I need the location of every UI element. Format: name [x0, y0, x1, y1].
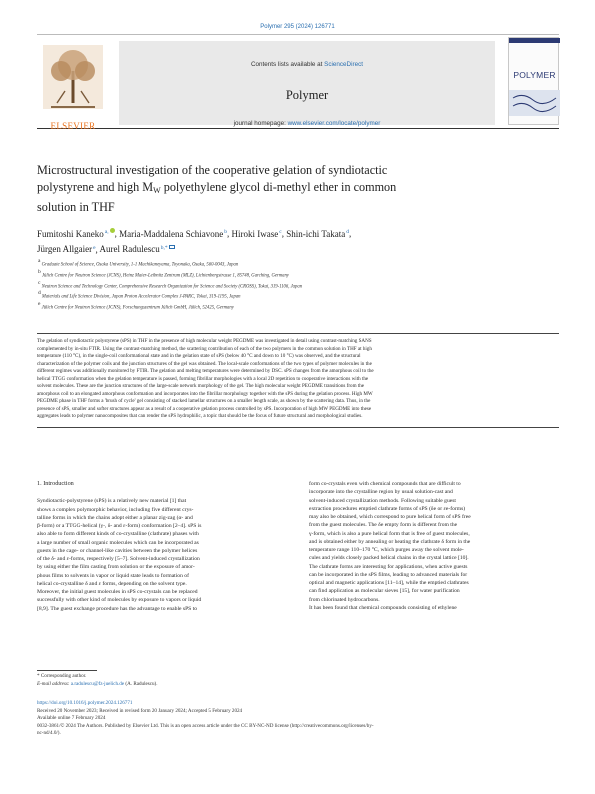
abstract-line: aggregates leads to polymer nanocomposites that can render the sPS hydrophilic, a topic that should be the focus of future structural and morphological studies.	[37, 413, 363, 420]
footnote-rule	[37, 670, 97, 671]
body-text-line: from chlorinated hydrocarbons.	[309, 596, 380, 603]
abstract-line: presence of sPS, smaller and softer structures appear as a result of a cooperative gelation process controlled by sPS. Incorporation of high MW PEGDME into these	[37, 405, 372, 412]
author-name-text: Fumitoshi Kaneko	[37, 228, 104, 239]
affiliation-item	[37, 258, 557, 269]
body-text-line: talline forms in which the chains adopt either a planar zig-zag (α- and	[37, 514, 193, 521]
license-line-2: nc-nd/4.0/).	[37, 730, 61, 736]
author-name-text: Maria-Maddalena Schiavone	[119, 228, 224, 239]
author-line-2: Jürgen Allgaier$^e$, Aurel Radulescu$^{b,*}$	[37, 241, 557, 257]
journal-banner	[119, 41, 495, 125]
body-text-line: helical co-crystalline δ and ε forms, depending on the solvent type.	[37, 580, 187, 587]
abstract-line: different regimes was additionally monitored by FTIR. The gelation and melting temperatures were determined by DSC. sPS changes from the amorphous coil to the	[37, 368, 374, 375]
affiliation-item	[37, 301, 557, 312]
affiliation-mark: c	[38, 279, 41, 286]
publisher-name: ELSEVIER	[50, 121, 96, 131]
affiliation-text: Jülich Centre for Neutron Science (JCNS), Heinz Maier-Leibnitz Zentrum (MLZ), Lichtenbergstrasse 1, 85748, Garching, Germany	[41, 273, 289, 279]
abstract-line: PEGDME phase in THF forms a 'brush of cycle' gel consisting of stacked lamellar structures on a smaller length scale, as shown by the scattering data. Thus, in the	[37, 398, 371, 405]
abstract-top-rule	[37, 333, 559, 334]
abstract-bottom-rule	[37, 427, 559, 428]
abstract-line: complemented by in-situ FTIR. Using the contrast-matching method, the scattering contribution of each of the two polymers in the common solution in THF at high	[37, 345, 372, 352]
author-name[interactable]	[232, 229, 282, 239]
section-heading: 1. Introduction	[37, 480, 74, 487]
journal-masthead	[37, 34, 559, 129]
author-name-text: Shin-ichi Takata	[286, 228, 346, 239]
body-text-line: guests in the cage- or channel-like cavities between the polymer helices	[37, 547, 198, 554]
body-text-line: Syndiotactic-polystyrene (sPS) is a relatively new material [1] that	[37, 498, 187, 505]
body-text-line: may also be obtained, which correspond to pure helical form of sPS free	[309, 514, 471, 520]
author-name-text: Hiroki Iwase	[231, 228, 279, 239]
author-list	[37, 225, 557, 256]
journal-reference[interactable]: Polymer 295 (2024) 126771	[260, 24, 335, 30]
author-line-1: Fumitoshi Kaneko$^{a,}$ , Maria-Maddalena Schiavone$^b$, Hiroki Iwase$^c$, Shin-ichi Takata$^d$,	[37, 228, 352, 239]
body-text-line: γ-form, which is also a pure helical form that is free of guest molecules,	[309, 530, 470, 537]
email-link[interactable]: a.radulescu@fz-juelich.de	[70, 680, 125, 687]
contents-availability	[119, 61, 495, 68]
orcid-icon[interactable]	[110, 228, 115, 233]
body-text-line: can be incorporated in the sPS films, leading to advanced materials for	[309, 571, 468, 578]
affiliation-text: Neutron Science and Technology Center, Comprehensive Research Organization for Science and Society (CROSS), Tokai, 319-1106, Japan	[41, 284, 303, 290]
affiliation-item	[37, 290, 557, 301]
sciencedirect-link[interactable]: ScienceDirect	[324, 61, 363, 68]
author-affiliation-mark[interactable]: e	[93, 244, 96, 251]
author-name[interactable]	[286, 229, 349, 239]
body-text-line: optical and magnetic applications [11–14], while the emptied clathrates	[309, 580, 469, 586]
email-suffix: (A. Radulescu).	[124, 680, 158, 687]
body-text-line: by using either the film casting from solution or the exposure of amor-	[37, 564, 195, 571]
body-text-line: phous films to solvents in vapor or liquid state leads to formation of	[37, 572, 189, 579]
homepage-link[interactable]: www.elsevier.com/locate/polymer	[287, 120, 381, 127]
body-text-line: Moreover, the initial guest molecules in sPS co-crystals can be replaced	[37, 589, 198, 595]
title-line-2-start: polystyrene and high M	[37, 180, 154, 194]
author-affiliation-mark[interactable]: b	[224, 229, 228, 235]
author-name-text: Jürgen Allgaier	[37, 244, 93, 254]
affiliation-list	[37, 258, 557, 312]
title-line-3: solution in THF	[37, 200, 115, 214]
intro-left-column	[37, 480, 286, 613]
contents-prefix: Contents lists available at	[250, 61, 325, 68]
author-name[interactable]	[37, 229, 115, 239]
author-name[interactable]	[119, 229, 227, 239]
homepage-prefix: journal homepage:	[233, 120, 288, 127]
body-text-line: also able to form different kinds of co-crystalline (clathrate) phases with	[37, 531, 199, 538]
affiliation-text: Jülich Centre for Neutron Science (JCNS), Forschungszentrum Jülich GmbH, Jülich, 52425, Germany	[41, 305, 234, 311]
footnotes	[37, 673, 297, 688]
email-label: E-mail address:	[37, 680, 71, 687]
body-text-line: successfully with other kind of molecules by exposure to vapors or liquid	[37, 597, 202, 604]
journal-name: Polymer	[285, 88, 329, 102]
abstract-line: amorphous coil to an elongated amorphous conformation and incorporates into the fibrillar morphology together with the sPS during the gelation process. High MW	[37, 390, 373, 397]
available-online: Available online 7 February 2024	[37, 715, 106, 721]
received-dates: Received 20 November 2023; Received in revised form 20 January 2024; Accepted 5 February 2024	[37, 707, 243, 714]
body-text-line: a large number of small organic molecules which can be incorporated as	[37, 539, 199, 546]
body-text-line: and is obtained either by annealing or heating the clathrate δ form in the	[309, 538, 471, 545]
body-text-line: shows a complex polymorphic behavior, including five different crys-	[37, 506, 194, 513]
article-history	[37, 700, 559, 738]
affiliation-item	[37, 269, 557, 280]
body-text-line: The clathrate forms are interesting for applications, when active guests	[309, 563, 468, 570]
affiliation-text: Graduate School of Science, Osaka University, 1-1 Machikaneyama, Toyonaka, Osaka, 560-0043, Japan	[41, 262, 239, 268]
abstract-line: The gelation of syndiotactic polystyrene (sPS) in THF in the presence of high molecular weight PEGDME was investigated in detail using contrast-matching SANS	[37, 338, 372, 344]
affiliation-mark: a	[38, 258, 41, 264]
affiliation-text: Materials and Life Science Division, Japan Proton Accelerator Complex J-PARC, Tokai, 319-1195, Japan	[41, 294, 241, 300]
body-text-line: [8,9]. The guest exchange procedure has the advantage to enable sPS to	[37, 605, 198, 612]
journal-homepage	[119, 120, 495, 127]
body-text-line: β-form) or a TTGG-helical (γ-, δ- and ε-form) conformation [2–4]. sPS is	[37, 523, 202, 529]
abstract-body	[37, 338, 559, 421]
license-line-1: 0032-3861/© 2024 The Authors. Published by Elsevier Ltd. This is an open access article under the CC BY-NC-ND license (http://creativecommons.org/licenses/by-	[37, 722, 374, 729]
cover-title: POLYMER	[513, 70, 556, 80]
body-text-line: from the guest molecules. The δe empty form is different from the	[309, 522, 458, 529]
author-name[interactable]	[100, 244, 175, 254]
body-text-line: extraction procedures emptied clathrate forms of sPS (δe or εe-forms)	[309, 505, 466, 512]
email-note	[37, 681, 297, 689]
author-affiliation-mark[interactable]: a,	[104, 229, 109, 235]
author-affiliation-mark[interactable]: d	[346, 229, 349, 235]
cover-band-graphic	[509, 38, 560, 126]
doi-link[interactable]: https://doi.org/10.1016/j.polymer.2024.126771	[37, 700, 133, 706]
abstract-line: temperature (110 °C), in the single-coil conformational state and in the gelation state of sPS (below 40 °C and down to 10 °C) was observed, and the structural	[37, 353, 361, 360]
elsevier-tree-logo	[37, 41, 109, 123]
author-name[interactable]	[37, 244, 96, 254]
affiliation-item	[37, 280, 557, 291]
body-text-line: incorporate into the crystalline region by usual solution-cast and	[309, 489, 453, 496]
body-text-line: form co-crystals even with chemical compounds that are difficult to	[309, 481, 461, 487]
intro-right-column	[309, 480, 558, 612]
corresponding-author-note: * Corresponding author.	[37, 673, 87, 679]
author-affiliation-mark[interactable]: c	[279, 229, 282, 235]
author-name-text: Aurel Radulescu	[99, 244, 160, 254]
mail-icon[interactable]	[169, 245, 175, 249]
affiliation-mark: b	[38, 268, 41, 275]
title-line-2-end: polyethylene glycol di-methyl ether in common	[160, 180, 397, 194]
article-title	[37, 162, 477, 216]
body-text-line: cules and yields closely packed helical chains in the crystal lattice [10].	[309, 555, 469, 562]
body-text-line: can find application as molecular sieves [15], for water purification	[309, 588, 460, 595]
body-text-line: temperature range 110–170 °C, which purges away the solvent mole-	[309, 547, 464, 553]
affiliation-mark: e	[38, 301, 41, 308]
abstract-line: helical TTGG conformation when the gelation temperature is passed, forming fibrillar morphologies with a local 2D repetition to cooperative interactions with the	[37, 375, 369, 382]
body-text-line: solvent-induced crystallization methods. Following suitable guest	[309, 497, 456, 504]
affiliation-mark: d	[38, 290, 41, 297]
title-subscript: W	[153, 186, 161, 195]
abstract-line: characterization of the polymer coils and the junction structures of the gel was obtained. The local-scale conformations of the two types of polymer molecules in the	[37, 360, 372, 367]
journal-cover-thumbnail	[508, 37, 559, 125]
title-line-2	[37, 179, 477, 199]
title-line-1: Microstructural investigation of the cooperative gelation of syndiotactic	[37, 163, 388, 177]
author-affiliation-mark[interactable]: b,*	[160, 244, 168, 251]
body-text-line: of the δ- and ε-forms, respectively [5–7]. Solvent-induced crystallization	[37, 556, 200, 562]
body-text-line: It has been found that chemical compounds consisting of ethylene	[309, 604, 457, 611]
abstract-line: solvent molecules. These are the junction structures of the large-scale network morphology of the gel. The high molecular weight PEGDME transitions from the	[37, 383, 365, 390]
